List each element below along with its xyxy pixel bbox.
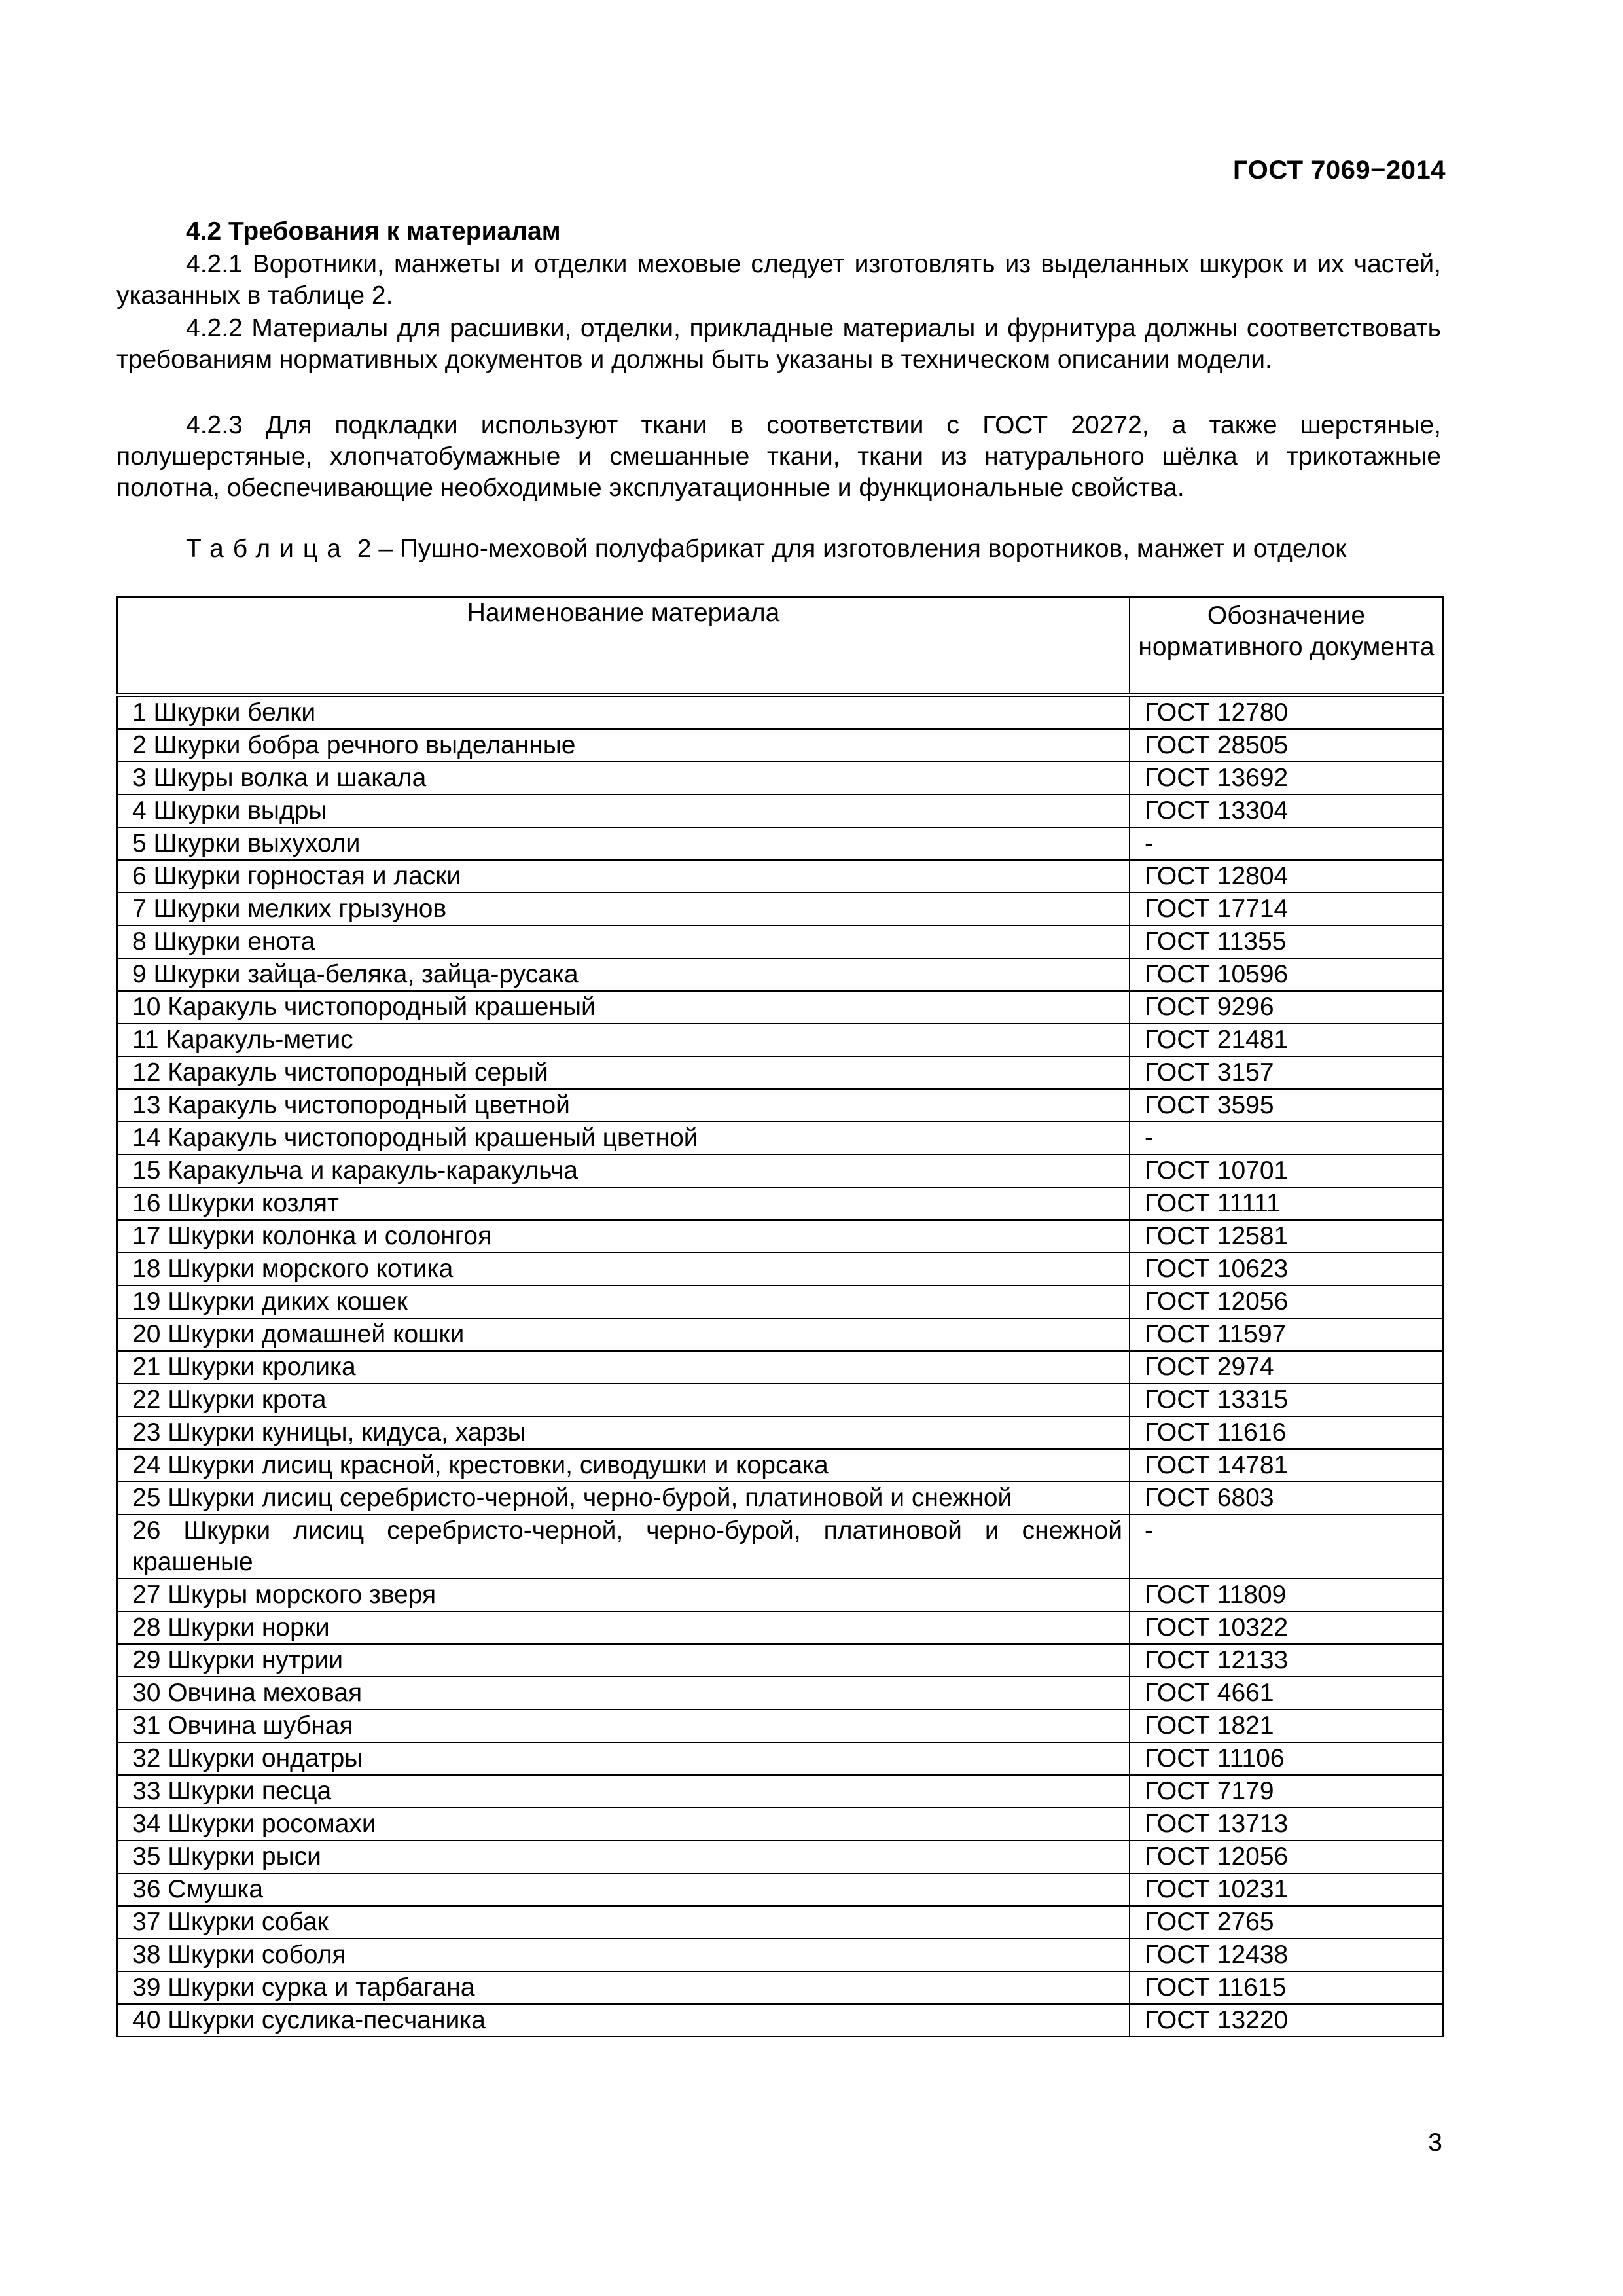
table-row bbox=[117, 1122, 1443, 1155]
normative-document-cell: ГОСТ 12780 bbox=[1130, 695, 1443, 729]
table-row bbox=[117, 762, 1443, 795]
normative-document-cell: - bbox=[1130, 1122, 1443, 1155]
table-row bbox=[117, 1775, 1443, 1808]
table-caption-number: 2 bbox=[357, 535, 372, 563]
normative-document-cell: ГОСТ 11111 bbox=[1130, 1187, 1443, 1220]
normative-document-cell: ГОСТ 10623 bbox=[1130, 1253, 1443, 1285]
table-caption bbox=[116, 534, 1441, 564]
section-heading: 4.2 Требования к материалам bbox=[186, 217, 561, 245]
material-name-cell: 26 Шкурки лисиц серебристо-черной, черно-бурой, платиновой и снежной крашеные bbox=[117, 1515, 1130, 1579]
material-name-cell: 5 Шкурки выхухоли bbox=[117, 827, 1130, 860]
material-name-cell: 34 Шкурки росомахи bbox=[117, 1808, 1130, 1840]
material-name-cell: 9 Шкурки зайца-беляка, зайца-русака bbox=[117, 958, 1130, 991]
table-row bbox=[117, 1384, 1443, 1416]
material-name-cell: 20 Шкурки домашней кошки bbox=[117, 1318, 1130, 1351]
table-row bbox=[117, 1644, 1443, 1677]
material-name-cell: 28 Шкурки норки bbox=[117, 1611, 1130, 1644]
material-name-cell: 25 Шкурки лисиц серебристо-черной, черно-бурой, платиновой и снежной bbox=[117, 1482, 1130, 1515]
material-name-cell: 15 Каракульча и каракуль-каракульча bbox=[117, 1155, 1130, 1187]
table-row bbox=[117, 1808, 1443, 1840]
table-row bbox=[117, 1318, 1443, 1351]
normative-document-cell: ГОСТ 11355 bbox=[1130, 925, 1443, 958]
header-normative-document: Обозначение нормативного документа bbox=[1130, 597, 1443, 695]
table-row bbox=[117, 1906, 1443, 1939]
normative-document-cell: ГОСТ 10231 bbox=[1130, 1873, 1443, 1906]
table-row bbox=[117, 991, 1443, 1024]
normative-document-cell: ГОСТ 12056 bbox=[1130, 1285, 1443, 1318]
normative-document-cell: ГОСТ 13692 bbox=[1130, 762, 1443, 795]
table-row bbox=[117, 1024, 1443, 1056]
material-name-cell: 3 Шкуры волка и шакала bbox=[117, 762, 1130, 795]
table-row bbox=[117, 1482, 1443, 1515]
table-row bbox=[117, 925, 1443, 958]
material-name-cell: 36 Смушка bbox=[117, 1873, 1130, 1906]
table-caption-label: Таблица bbox=[186, 535, 350, 563]
material-name-cell: 40 Шкурки суслика-песчаника bbox=[117, 2004, 1130, 2037]
table-row bbox=[117, 1579, 1443, 1611]
header-material-name: Наименование материала bbox=[117, 597, 1130, 695]
material-name-cell: 19 Шкурки диких кошек bbox=[117, 1285, 1130, 1318]
normative-document-cell: ГОСТ 6803 bbox=[1130, 1482, 1443, 1515]
normative-document-cell: ГОСТ 10701 bbox=[1130, 1155, 1443, 1187]
normative-document-cell: ГОСТ 13315 bbox=[1130, 1384, 1443, 1416]
material-name-cell: 7 Шкурки мелких грызунов bbox=[117, 893, 1130, 925]
normative-document-cell: ГОСТ 10596 bbox=[1130, 958, 1443, 991]
table-row bbox=[117, 1056, 1443, 1089]
normative-document-cell: ГОСТ 13713 bbox=[1130, 1808, 1443, 1840]
table-header-row bbox=[117, 597, 1443, 695]
normative-document-cell: ГОСТ 11106 bbox=[1130, 1742, 1443, 1775]
table-row bbox=[117, 1449, 1443, 1482]
table-row bbox=[117, 2004, 1443, 2037]
table-row bbox=[117, 1873, 1443, 1906]
table-row bbox=[117, 1416, 1443, 1449]
material-name-cell: 4 Шкурки выдры bbox=[117, 795, 1130, 827]
material-name-cell: 16 Шкурки козлят bbox=[117, 1187, 1130, 1220]
normative-document-cell: ГОСТ 12804 bbox=[1130, 860, 1443, 893]
normative-document-cell: ГОСТ 7179 bbox=[1130, 1775, 1443, 1808]
table-caption-text: – Пушно-меховой полуфабрикат для изготовления воротников, манжет и отделок bbox=[378, 535, 1347, 563]
material-name-cell: 39 Шкурки сурка и тарбагана bbox=[117, 1971, 1130, 2004]
material-name-cell: 30 Овчина меховая bbox=[117, 1677, 1130, 1710]
material-name-cell: 6 Шкурки горностая и ласки bbox=[117, 860, 1130, 893]
material-name-cell: 2 Шкурки бобра речного выделанные bbox=[117, 729, 1130, 762]
table-row bbox=[117, 1253, 1443, 1285]
normative-document-cell: ГОСТ 10322 bbox=[1130, 1611, 1443, 1644]
normative-document-cell: ГОСТ 2974 bbox=[1130, 1351, 1443, 1384]
table-row bbox=[117, 1677, 1443, 1710]
material-name-cell: 21 Шкурки кролика bbox=[117, 1351, 1130, 1384]
table-row bbox=[117, 1742, 1443, 1775]
material-name-cell: 27 Шкуры морского зверя bbox=[117, 1579, 1130, 1611]
table-row bbox=[117, 1220, 1443, 1253]
material-name-cell: 29 Шкурки нутрии bbox=[117, 1644, 1130, 1677]
material-name-cell: 8 Шкурки енота bbox=[117, 925, 1130, 958]
material-name-cell: 33 Шкурки песца bbox=[117, 1775, 1130, 1808]
material-name-cell: 13 Каракуль чистопородный цветной bbox=[117, 1089, 1130, 1122]
document-code: ГОСТ 7069−2014 bbox=[1232, 156, 1446, 185]
material-name-cell: 38 Шкурки соболя bbox=[117, 1939, 1130, 1971]
normative-document-cell: ГОСТ 13220 bbox=[1130, 2004, 1443, 2037]
material-name-cell: 11 Каракуль-метис bbox=[117, 1024, 1130, 1056]
normative-document-cell: ГОСТ 12056 bbox=[1130, 1840, 1443, 1873]
material-name-cell: 37 Шкурки собак bbox=[117, 1906, 1130, 1939]
normative-document-cell: ГОСТ 11809 bbox=[1130, 1579, 1443, 1611]
table-row bbox=[117, 695, 1443, 729]
material-name-cell: 35 Шкурки рыси bbox=[117, 1840, 1130, 1873]
normative-document-cell: ГОСТ 28505 bbox=[1130, 729, 1443, 762]
normative-document-cell: ГОСТ 11597 bbox=[1130, 1318, 1443, 1351]
normative-document-cell: ГОСТ 1821 bbox=[1130, 1710, 1443, 1742]
normative-document-cell: ГОСТ 9296 bbox=[1130, 991, 1443, 1024]
material-name-cell: 14 Каракуль чистопородный крашеный цветной bbox=[117, 1122, 1130, 1155]
normative-document-cell: ГОСТ 12438 bbox=[1130, 1939, 1443, 1971]
normative-document-cell: ГОСТ 21481 bbox=[1130, 1024, 1443, 1056]
material-name-cell: 1 Шкурки белки bbox=[117, 695, 1130, 729]
normative-document-cell: - bbox=[1130, 827, 1443, 860]
table-row bbox=[117, 729, 1443, 762]
table-row bbox=[117, 893, 1443, 925]
normative-document-cell: ГОСТ 13304 bbox=[1130, 795, 1443, 827]
paragraph-4-2-3: 4.2.3 Для подкладки используют ткани в соответствии с ГОСТ 20272, а также шерстяные, полушерстяные, хлопчатобумажные и смешанные ткани, ткани из натурального шёлка и трикотажные полотна, обеспечивающие необходимые эксплуатационные и функциональные свойства. bbox=[116, 411, 1441, 502]
normative-document-cell: ГОСТ 12581 bbox=[1130, 1220, 1443, 1253]
material-name-cell: 10 Каракуль чистопородный крашеный bbox=[117, 991, 1130, 1024]
table-row bbox=[117, 1939, 1443, 1971]
table-row bbox=[117, 1710, 1443, 1742]
normative-document-cell: ГОСТ 17714 bbox=[1130, 893, 1443, 925]
material-name-cell: 23 Шкурки куницы, кидуса, харзы bbox=[117, 1416, 1130, 1449]
normative-document-cell: ГОСТ 11615 bbox=[1130, 1971, 1443, 2004]
normative-document-cell: ГОСТ 11616 bbox=[1130, 1416, 1443, 1449]
material-name-cell: 17 Шкурки колонка и солонгоя bbox=[117, 1220, 1130, 1253]
table-row bbox=[117, 1285, 1443, 1318]
table-row bbox=[117, 1155, 1443, 1187]
table-row bbox=[117, 1351, 1443, 1384]
normative-document-cell: ГОСТ 14781 bbox=[1130, 1449, 1443, 1482]
paragraph-4-2-2: 4.2.2 Материалы для расшивки, отделки, прикладные материалы и фурнитура должны соответствовать требованиям нормативных документов и должны быть указаны в техническом описании модели. bbox=[116, 314, 1441, 374]
material-name-cell: 12 Каракуль чистопородный серый bbox=[117, 1056, 1130, 1089]
material-name-cell: 31 Овчина шубная bbox=[117, 1710, 1130, 1742]
table-row bbox=[117, 1089, 1443, 1122]
normative-document-cell: ГОСТ 4661 bbox=[1130, 1677, 1443, 1710]
table-row bbox=[117, 1515, 1443, 1579]
materials-table bbox=[116, 596, 1444, 2037]
table-row bbox=[117, 1611, 1443, 1644]
table-row bbox=[117, 1187, 1443, 1220]
material-name-cell: 32 Шкурки ондатры bbox=[117, 1742, 1130, 1775]
table-row bbox=[117, 1971, 1443, 2004]
paragraph-4-2-1: 4.2.1 Воротники, манжеты и отделки меховые следует изготовлять из выделанных шкурок и их частей, указанных в таблице 2. bbox=[116, 250, 1441, 310]
material-name-cell: 24 Шкурки лисиц красной, крестовки, сиводушки и корсака bbox=[117, 1449, 1130, 1482]
table-body bbox=[117, 695, 1443, 2037]
table-row bbox=[117, 827, 1443, 860]
table-row bbox=[117, 1840, 1443, 1873]
table-row bbox=[117, 958, 1443, 991]
normative-document-cell: ГОСТ 3595 bbox=[1130, 1089, 1443, 1122]
normative-document-cell: ГОСТ 3157 bbox=[1130, 1056, 1443, 1089]
normative-document-cell: ГОСТ 12133 bbox=[1130, 1644, 1443, 1677]
material-name-cell: 22 Шкурки крота bbox=[117, 1384, 1130, 1416]
material-name-cell: 18 Шкурки морского котика bbox=[117, 1253, 1130, 1285]
normative-document-cell: ГОСТ 2765 bbox=[1130, 1906, 1443, 1939]
table-row bbox=[117, 795, 1443, 827]
normative-document-cell: - bbox=[1130, 1515, 1443, 1579]
page-number: 3 bbox=[1428, 2128, 1442, 2157]
table-row bbox=[117, 860, 1443, 893]
